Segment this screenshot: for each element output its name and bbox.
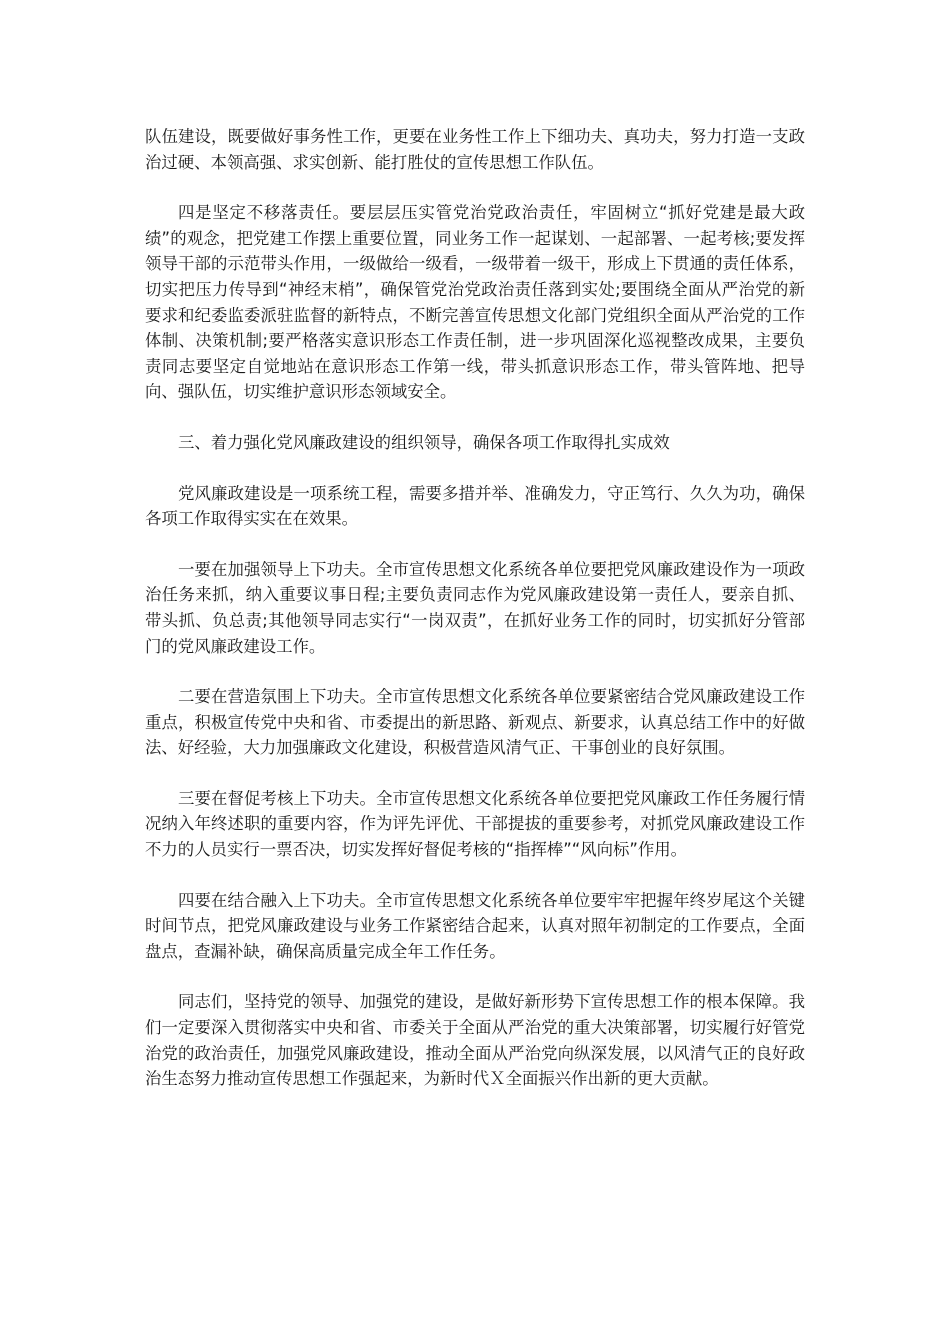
paragraph-leadership: 一要在加强领导上下功夫。全市宣传思想文化系统各单位要把党风廉政建设作为一项政治任务来抓，纳入重要议事日程;主要负责同志作为党风廉政建设第一责任人，要亲自抓、带头抓、负总责;其他领导同志实行“一岗双责”，在抓好业务工作的同时，切实抓好分管部门的党风廉政建设工作。 (145, 559, 805, 656)
paragraph-assessment: 三要在督促考核上下功夫。全市宣传思想文化系统各单位要把党风廉政工作任务履行情况纳入年终述职的重要内容，作为评先评优、干部提拔的重要参考，对抓党风廉政建设工作不力的人员实行一票否决，切实发挥好督促考核的“指挥棒”“风向标”作用。 (145, 788, 805, 860)
paragraph-intro: 党风廉政建设是一项系统工程，需要多措并举、准确发力，守正笃行、久久为功，确保各项工作取得实实在在效果。 (145, 483, 805, 529)
paragraph-conclusion: 同志们，坚持党的领导、加强党的建设，是做好新形势下宣传思想工作的根本保障。我们一定要深入贯彻落实中央和省、市委关于全面从严治党的重大决策部署，切实履行好管党治党的政治责任，加强党风廉政建设，推动全面从严治党向纵深发展，以风清气正的良好政治生态努力推动宣传思想工作强起来，为新时代Ｘ全面振兴作出新的更大贡献。 (145, 992, 805, 1089)
paragraph-integration: 四要在结合融入上下功夫。全市宣传思想文化系统各单位要牢牢把握年终岁尾这个关键时间节点，把党风廉政建设与业务工作紧密结合起来，认真对照年初制定的工作要点，全面盘点，查漏补缺，确保高质量完成全年工作任务。 (145, 890, 805, 961)
paragraph-responsibility: 四是坚定不移落责任。要层层压实管党治党政治责任，牢固树立“抓好党建是最大政绩”的观念，把党建工作摆上重要位置，同业务工作一起谋划、一起部署、一起考核;要发挥领导干部的示范带头作用，一级做给一级看，一级带着一级干，形成上下贯通的责任体系，切实把压力传导到“神经末梢”，确保管党治党政治责任落到实处;要围绕全面从严治党的新要求和纪委监委派驻监督的新特点，不断完善宣传思想文化部门党组织全面从严治党的工作体制、决策机制;要严格落实意识形态工作责任制，进一步巩固深化巡视整改成果，主要负责同志要坚定自觉地站在意识形态工作第一线，带头抓意识形态工作，带头管阵地、把导向、强队伍，切实维护意识形态领域安全。 (145, 203, 805, 402)
document-body (145, 124, 805, 1117)
paragraph-team-building: 队伍建设，既要做好事务性工作，更要在业务性工作上下细功夫、真功夫，努力打造一支政治过硬、本领高强、求实创新、能打胜仗的宣传思想工作队伍。 (145, 127, 805, 172)
paragraph-atmosphere: 二要在营造氛围上下功夫。全市宣传思想文化系统各单位要紧密结合党风廉政建设工作重点，积极宣传党中央和省、市委提出的新思路、新观点、新要求，认真总结工作中的好做法、好经验，大力加强廉政文化建设，积极营造风清气正、干事创业的良好氛围。 (145, 687, 805, 758)
section-heading: 三、着力强化党风廉政建设的组织领导，确保各项工作取得扎实成效 (178, 432, 670, 452)
